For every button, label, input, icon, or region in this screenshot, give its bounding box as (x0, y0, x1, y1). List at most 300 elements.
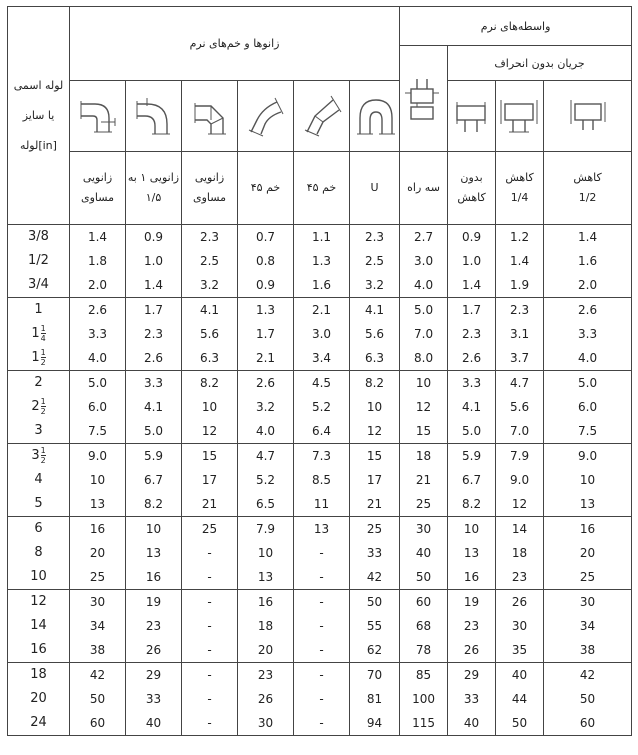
equivalent-length-value: 2.6 (462, 351, 482, 365)
equivalent-length-cell (400, 371, 448, 444)
fitting-icon-cell (70, 81, 126, 152)
size-band-row (8, 590, 632, 663)
equivalent-length-cell (126, 444, 182, 517)
equivalent-length-value: 23 (511, 570, 528, 584)
equivalent-length-value: 3.2 (364, 278, 385, 292)
equivalent-length-cell (182, 517, 238, 590)
pipe-size-whole: 16 (30, 642, 47, 657)
equivalent-length-value: 3.0 (311, 327, 332, 341)
equivalent-length-value: 2.3 (462, 327, 482, 341)
equivalent-length-value: 0.8 (255, 254, 276, 268)
equivalent-length-value: 55 (366, 619, 383, 633)
equivalent-length-value: 15 (415, 424, 432, 438)
fraction-numerator: 1 (40, 446, 46, 455)
equivalent-length-value: 25 (579, 570, 596, 584)
equivalent-length-value: 13 (463, 546, 480, 560)
equivalent-length-value: 81 (366, 692, 383, 706)
equivalent-length-value: 19 (145, 595, 162, 609)
equivalent-length-cell (182, 590, 238, 663)
fitting-name-line: مساوی (81, 191, 114, 204)
equivalent-length-cell (294, 225, 350, 298)
fraction-denominator: 2 (40, 358, 46, 367)
equivalent-length-value: 5.9 (462, 449, 482, 463)
pipe-size-whole: 10 (30, 569, 47, 584)
equivalent-length-value: 68 (415, 619, 432, 633)
fraction-denominator: 4 (40, 334, 46, 343)
equivalent-length-value: 2.3 (143, 327, 164, 341)
equivalent-length-value: 100 (412, 692, 435, 706)
pipe-size-value (8, 298, 69, 322)
equivalent-length-value: 30 (257, 716, 274, 730)
equivalent-length-value: 10 (579, 473, 596, 487)
equivalent-length-value: 16 (89, 522, 106, 536)
equivalent-length-cell (544, 590, 632, 663)
equivalent-length-cell (448, 663, 496, 736)
equivalent-length-cell (448, 444, 496, 517)
equivalent-length-value: 6.4 (311, 424, 332, 438)
fitting-name-line: خم ۴۵ (250, 181, 281, 194)
fitting-name-line: 1/4 (510, 191, 529, 204)
equivalent-length-cell (294, 517, 350, 590)
equivalent-length-value: 5.0 (578, 376, 598, 390)
equivalent-length-cell (350, 590, 400, 663)
pipe-size-fraction (41, 348, 46, 367)
equivalent-length-cell (70, 371, 126, 444)
equivalent-length-value: - (207, 595, 212, 609)
equivalent-length-value: - (207, 643, 212, 657)
equivalent-length-cell (496, 517, 544, 590)
equivalent-length-cell (544, 225, 632, 298)
equivalent-length-cell (70, 225, 126, 298)
equivalent-length-value: 10 (366, 400, 383, 414)
equivalent-length-cell (448, 517, 496, 590)
equivalent-length-value: 5.2 (311, 400, 332, 414)
equivalent-length-cell (238, 590, 294, 663)
equivalent-length-cell (294, 298, 350, 371)
pipe-size-cell (8, 444, 70, 517)
equivalent-length-cell (182, 298, 238, 371)
fitting-name-tee-reduce-half (544, 152, 632, 225)
equivalent-length-value: 3.0 (414, 254, 434, 268)
equivalent-length-value: 13 (145, 546, 162, 560)
equivalent-length-value: 6.7 (143, 473, 164, 487)
pipe-size-whole: 24 (30, 715, 47, 730)
equivalent-length-value: 20 (579, 546, 596, 560)
equivalent-length-value: 6.5 (255, 497, 276, 511)
pipe-size-fraction (41, 446, 46, 465)
equivalent-length-cell (238, 663, 294, 736)
pipe-size-whole: 3 (31, 448, 40, 463)
pipe-size-value (8, 590, 69, 614)
equivalent-length-cell (294, 663, 350, 736)
equivalent-length-value: - (207, 546, 212, 560)
equivalent-length-value: 2.5 (364, 254, 385, 268)
fitting-name-line: کاهش (573, 171, 602, 184)
size-band-row (8, 663, 632, 736)
equivalent-length-cell (400, 298, 448, 371)
equivalent-length-value: 4.0 (87, 351, 108, 365)
equivalent-length-value: 2.1 (255, 351, 276, 365)
equivalent-length-value: 1.6 (578, 254, 598, 268)
equivalent-length-cell (544, 517, 632, 590)
equivalent-length-cell (126, 590, 182, 663)
equivalent-length-value: 1.8 (87, 254, 108, 268)
equivalent-length-value: 23 (145, 619, 162, 633)
size-band-row (8, 371, 632, 444)
bend-45-icon (238, 92, 293, 140)
equivalent-length-value: 16 (579, 522, 596, 536)
equivalent-length-value: 17 (201, 473, 218, 487)
equivalent-length-cell (182, 444, 238, 517)
elbow-long-radius-icon (126, 92, 181, 140)
fitting-icon-cell (294, 81, 350, 152)
equivalent-length-value: 26 (145, 643, 162, 657)
equivalent-length-value: 26 (511, 595, 528, 609)
equivalent-length-value: 62 (366, 643, 383, 657)
size-band-row (8, 225, 632, 298)
equivalent-length-value: 34 (579, 619, 596, 633)
equivalent-length-cell (126, 517, 182, 590)
equivalent-length-cell (350, 225, 400, 298)
equivalent-length-value: 13 (257, 570, 274, 584)
equivalent-length-cell (350, 371, 400, 444)
equivalent-length-value: 26 (463, 643, 480, 657)
equivalent-length-value: 16 (257, 595, 274, 609)
equivalent-length-cell (238, 517, 294, 590)
equivalent-length-value: 10 (463, 522, 480, 536)
equivalent-length-value: 70 (366, 668, 383, 682)
equivalent-length-value: 0.9 (255, 278, 276, 292)
equivalent-length-table (7, 6, 632, 736)
equivalent-length-value: 1.4 (87, 230, 108, 244)
equivalent-length-value: 4.7 (510, 376, 530, 390)
fitting-name-line: زانویی (194, 171, 225, 184)
equivalent-length-value: 7.5 (578, 424, 598, 438)
tee-icon-cell (400, 46, 448, 152)
equivalent-length-value: 4.1 (364, 303, 385, 317)
equivalent-length-value: 3.3 (87, 327, 108, 341)
equivalent-length-value: 3.4 (311, 351, 332, 365)
equivalent-length-value: 5.0 (462, 424, 482, 438)
equivalent-length-value: 3.3 (462, 376, 482, 390)
equivalent-length-value: 2.0 (87, 278, 108, 292)
equivalent-length-value: 34 (89, 619, 106, 633)
equivalent-length-cell (126, 663, 182, 736)
equivalent-length-cell (544, 663, 632, 736)
pipe-size-value (8, 663, 69, 687)
equivalent-length-value: 42 (89, 668, 106, 682)
equivalent-length-value: 10 (89, 473, 106, 487)
equivalent-length-value: 5.2 (255, 473, 276, 487)
equivalent-length-value: 1.4 (143, 278, 164, 292)
equivalent-length-value: 7.5 (87, 424, 108, 438)
pipe-size-header-line: یا سایز (22, 108, 55, 122)
equivalent-length-value: 8.2 (199, 376, 220, 390)
equivalent-length-value: 12 (366, 424, 383, 438)
equivalent-length-value: 6.7 (462, 473, 482, 487)
equivalent-length-value: - (207, 692, 212, 706)
equivalent-length-value: 2.5 (199, 254, 220, 268)
equivalent-length-value: 3.1 (510, 327, 530, 341)
equivalent-length-value: 7.0 (414, 327, 434, 341)
equivalent-length-value: 13 (313, 522, 330, 536)
equivalent-length-value: 1.7 (143, 303, 164, 317)
equivalent-length-value: 16 (463, 570, 480, 584)
equivalent-length-value: - (319, 546, 324, 560)
equivalent-length-cell (400, 444, 448, 517)
pipe-size-whole: 6 (34, 521, 43, 536)
equivalent-length-cell (496, 590, 544, 663)
equivalent-length-value: 40 (145, 716, 162, 730)
pipe-size-whole: 18 (30, 667, 47, 682)
fitting-name-line: سه راه (407, 181, 440, 194)
equivalent-length-value: 7.9 (510, 449, 530, 463)
pipe-size-whole: 14 (30, 618, 47, 633)
equivalent-length-value: 40 (415, 546, 432, 560)
equivalent-length-cell (126, 371, 182, 444)
equivalent-length-value: 0.9 (462, 230, 482, 244)
pipe-size-fraction (41, 324, 46, 343)
equivalent-length-value: 3.2 (199, 278, 220, 292)
tee-reduce-half-icon (544, 92, 631, 140)
fraction-denominator: 2 (40, 456, 46, 465)
pipe-size-value (8, 687, 69, 711)
equivalent-length-value: 50 (579, 692, 596, 706)
fitting-name-elbow-1-5 (126, 152, 182, 225)
equivalent-length-value: 14 (511, 522, 528, 536)
straight-flow-subheader: جریان بدون انحراف (448, 46, 632, 81)
equivalent-length-value: 4.1 (143, 400, 164, 414)
equivalent-length-value: 4.7 (255, 449, 276, 463)
equivalent-length-value: 50 (89, 692, 106, 706)
equivalent-length-cell (238, 225, 294, 298)
pipe-size-value (8, 565, 69, 589)
elbow-mitered-icon (182, 92, 237, 140)
pipe-size-cell (8, 225, 70, 298)
equivalent-length-value: 12 (415, 400, 432, 414)
equivalent-length-cell (182, 225, 238, 298)
equivalent-length-value: 1.0 (143, 254, 164, 268)
pipe-size-value (8, 468, 69, 492)
equivalent-length-cell (350, 298, 400, 371)
equivalent-length-value: 25 (89, 570, 106, 584)
equivalent-length-value: 21 (415, 473, 432, 487)
equivalent-length-cell (70, 663, 126, 736)
fitting-name-elbow-equal (182, 152, 238, 225)
equivalent-length-value: 7.0 (510, 424, 530, 438)
fitting-name-line: مساوی (193, 191, 226, 204)
equivalent-length-value: 38 (579, 643, 596, 657)
equivalent-length-value: 26 (257, 692, 274, 706)
equivalent-length-value: 50 (511, 716, 528, 730)
size-band-row (8, 444, 632, 517)
equivalent-length-cell (448, 590, 496, 663)
fitting-icon-cell (448, 81, 496, 152)
pipe-size-value (8, 346, 69, 370)
equivalent-length-value: 9.0 (578, 449, 598, 463)
pipe-size-value (8, 444, 69, 468)
equivalent-length-value: 38 (89, 643, 106, 657)
equivalent-length-cell (294, 444, 350, 517)
equivalent-length-cell (400, 225, 448, 298)
pipe-size-value (8, 273, 69, 297)
equivalent-length-value: - (207, 716, 212, 730)
equivalent-length-cell (448, 371, 496, 444)
equivalent-length-value: 1.2 (510, 230, 530, 244)
fitting-name-line: ۱/۵ (145, 191, 162, 204)
equivalent-length-value: 8.5 (311, 473, 332, 487)
fitting-icon-cell (126, 81, 182, 152)
equivalent-length-cell (238, 444, 294, 517)
size-band-row (8, 298, 632, 371)
equivalent-length-value: 60 (89, 716, 106, 730)
pipe-size-value (8, 492, 69, 516)
equivalent-length-cell (350, 517, 400, 590)
fraction-numerator: 1 (40, 324, 46, 333)
equivalent-length-value: 50 (366, 595, 383, 609)
equivalent-length-value: 2.1 (311, 303, 332, 317)
equivalent-length-cell (238, 298, 294, 371)
fitting-icon-cell (496, 81, 544, 152)
equivalent-length-value: 60 (579, 716, 596, 730)
equivalent-length-value: 40 (511, 668, 528, 682)
equivalent-length-value: 50 (415, 570, 432, 584)
pipe-size-value (8, 541, 69, 565)
equivalent-length-value: 2.3 (199, 230, 220, 244)
tee-reduce-quarter-icon (496, 92, 543, 140)
equivalent-length-value: 5.0 (414, 303, 434, 317)
equivalent-length-value: 3.3 (578, 327, 598, 341)
equivalent-length-value: 8.0 (414, 351, 434, 365)
equivalent-length-value: 1.3 (255, 303, 276, 317)
equivalent-length-value: 10 (145, 522, 162, 536)
pipe-size-whole: 1/2 (28, 253, 49, 268)
equivalent-length-value: 18 (415, 449, 432, 463)
equivalent-length-cell (496, 444, 544, 517)
equivalent-length-value: 1.3 (311, 254, 332, 268)
equivalent-length-value: 18 (257, 619, 274, 633)
pipe-size-cell (8, 371, 70, 444)
fitting-name-tee-reduce-quarter (496, 152, 544, 225)
equivalent-length-value: 7.3 (311, 449, 332, 463)
equivalent-length-value: 2.6 (143, 351, 164, 365)
equivalent-length-value: 3.2 (255, 400, 276, 414)
equivalent-length-value: 4.0 (255, 424, 276, 438)
pipe-size-value (8, 419, 69, 443)
equivalent-length-value: - (319, 619, 324, 633)
equivalent-length-cell (70, 517, 126, 590)
equivalent-length-value: 10 (415, 376, 432, 390)
equivalent-length-value: 2.3 (510, 303, 530, 317)
equivalent-length-value: - (319, 643, 324, 657)
equivalent-length-value: 1.4 (510, 254, 530, 268)
equivalent-length-value: 2.6 (255, 376, 276, 390)
equivalent-length-value: 10 (257, 546, 274, 560)
equivalent-length-value: 40 (463, 716, 480, 730)
equivalent-length-value: 1.9 (510, 278, 530, 292)
equivalent-length-cell (400, 517, 448, 590)
fraction-denominator: 2 (40, 407, 46, 416)
equivalent-length-cell (496, 225, 544, 298)
equivalent-length-value: 33 (145, 692, 162, 706)
equivalent-length-cell (496, 371, 544, 444)
equivalent-length-cell (182, 371, 238, 444)
equivalent-length-value: 2.7 (414, 230, 434, 244)
equivalent-length-cell (400, 590, 448, 663)
equivalent-length-cell (70, 590, 126, 663)
equivalent-length-value: 30 (415, 522, 432, 536)
tees-group-header: واسطه‌های نرم (400, 7, 632, 46)
equivalent-length-value: 33 (463, 692, 480, 706)
pipe-size-whole: 3/4 (28, 277, 49, 292)
equivalent-length-value: 1.7 (255, 327, 276, 341)
equivalent-length-value: 25 (415, 497, 432, 511)
pipe-size-cell (8, 298, 70, 371)
equivalent-length-value: 5.6 (510, 400, 530, 414)
equivalent-length-value: 115 (412, 716, 435, 730)
equivalent-length-cell (294, 371, 350, 444)
equivalent-length-value: - (319, 692, 324, 706)
elbow-90-flanged-icon (70, 92, 125, 140)
equivalent-length-cell (126, 225, 182, 298)
equivalent-length-value: 4.1 (199, 303, 220, 317)
equivalent-length-value: 60 (415, 595, 432, 609)
pipe-size-value (8, 225, 69, 249)
fitting-name-line: 1/2 (578, 191, 597, 204)
equivalent-length-cell (496, 298, 544, 371)
equivalent-length-cell (70, 298, 126, 371)
fitting-name-line: U (370, 181, 379, 194)
equivalent-length-value: 30 (511, 619, 528, 633)
equivalent-length-value: 19 (463, 595, 480, 609)
equivalent-length-cell (182, 663, 238, 736)
equivalent-length-value: 1.4 (462, 278, 482, 292)
equivalent-length-value: 1.1 (311, 230, 332, 244)
fitting-name-u-bend (350, 152, 400, 225)
equivalent-length-value: - (207, 570, 212, 584)
equivalent-length-value: 3.7 (510, 351, 530, 365)
equivalent-length-value: 20 (257, 643, 274, 657)
equivalent-length-cell (350, 444, 400, 517)
elbows-group-header: زانوها و خم‌های نرم (70, 7, 400, 81)
equivalent-length-value: 23 (463, 619, 480, 633)
pipe-size-whole: 12 (30, 594, 47, 609)
return-bend-icon (350, 92, 399, 140)
equivalent-length-value: 2.6 (578, 303, 598, 317)
pipe-size-whole: 2 (31, 399, 40, 414)
pipe-size-whole: 1 (31, 326, 40, 341)
equivalent-length-value: 8.2 (462, 497, 482, 511)
equivalent-length-value: 33 (366, 546, 383, 560)
fitting-name-tee-three-way (400, 152, 448, 225)
equivalent-length-value: 9.0 (510, 473, 530, 487)
equivalent-length-value: 2.3 (364, 230, 385, 244)
equivalent-length-value: 13 (89, 497, 106, 511)
equivalent-length-cell (448, 298, 496, 371)
equivalent-length-value: 4.1 (462, 400, 482, 414)
equivalent-length-value: 23 (257, 668, 274, 682)
fitting-name-elbow-standard (70, 152, 126, 225)
equivalent-length-value: 8.2 (364, 376, 385, 390)
equivalent-length-value: 0.7 (255, 230, 276, 244)
equivalent-length-value: 5.9 (143, 449, 164, 463)
equivalent-length-value: 6.3 (199, 351, 220, 365)
pipe-size-whole: 8 (34, 545, 43, 560)
equivalent-length-value: 30 (89, 595, 106, 609)
fitting-name-bend-45-a (238, 152, 294, 225)
equivalent-length-cell (544, 298, 632, 371)
equivalent-length-value: 1.7 (462, 303, 482, 317)
